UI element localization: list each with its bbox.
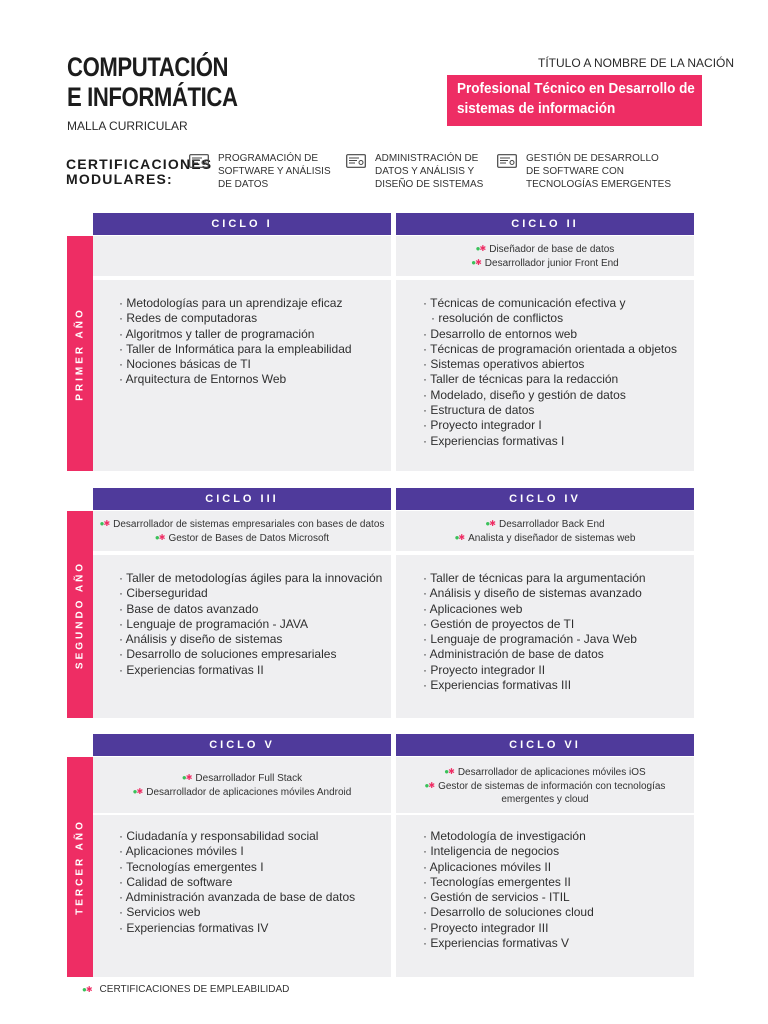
page-title	[67, 52, 238, 112]
course-item: · Metodologías para un aprendizaje eficaz	[119, 296, 391, 311]
course-item: · Administración de base de datos	[423, 647, 694, 662]
course-item: · Aplicaciones móviles II	[423, 860, 694, 875]
year-label: PRIMER AÑO	[74, 306, 86, 401]
employability-cert	[471, 256, 619, 270]
employability-cert	[133, 785, 352, 799]
title-line-1: COMPUTACIÓN	[67, 52, 229, 82]
course-item: · Algoritmos y taller de programación	[119, 327, 391, 342]
certification-dot-icon: ●✱	[154, 533, 165, 542]
course-item: · Base de datos avanzado	[119, 602, 391, 617]
modular-cert-text: PROGRAMACIÓN DE SOFTWARE Y ANÁLISIS DE DATOS	[218, 153, 331, 190]
employability-cert-text: Gestor de sistemas de información con tecnologías emergentes y cloud	[438, 780, 666, 805]
certification-dot-icon: ●✱	[485, 519, 495, 528]
course-list	[396, 555, 694, 693]
cycle-6-courses	[396, 815, 694, 977]
course-item: · Metodología de investigación	[423, 829, 694, 844]
course-item: · Calidad de software	[119, 875, 391, 890]
course-item: · Proyecto integrador I	[423, 418, 694, 433]
employability-cert	[100, 517, 385, 531]
course-item: · Taller de técnicas para la redacción	[423, 372, 694, 387]
cycle-4-certifications	[396, 511, 694, 551]
course-item: · Análisis y diseño de sistemas	[119, 632, 391, 647]
degree-line-1: Profesional Técnico en Desarrollo de	[457, 80, 695, 97]
course-item: · Lenguaje de programación - JAVA	[119, 617, 391, 632]
course-item: · Modelado, diseño y gestión de datos	[423, 388, 694, 403]
cycle-2-certifications	[396, 236, 694, 276]
subtitle: MALLA CURRICULAR	[67, 119, 188, 133]
course-item: · Desarrollo de soluciones empresariales	[119, 647, 391, 662]
modular-cert-text: ADMINISTRACIÓN DE DATOS Y ANÁLISIS Y DISEÑO DE SISTEMAS	[375, 153, 484, 190]
cycle-header-4: CICLO IV	[396, 488, 694, 510]
degree-title-box	[447, 75, 702, 126]
certification-dot-icon: ●✱	[181, 773, 192, 782]
course-item: · Administración avanzada de base de datos	[119, 890, 391, 905]
employability-cert-text: Desarrollador de sistemas empresariales con bases de datos	[113, 519, 385, 530]
course-item: · resolución de conflictos	[423, 311, 694, 326]
certificaciones-label-line-2: MODULARES:	[66, 171, 173, 187]
cycle-1-courses	[93, 280, 391, 471]
cycle-2-courses	[396, 280, 694, 471]
certificate-icon	[346, 154, 366, 168]
course-item: · Redes de computadoras	[119, 311, 391, 326]
course-item: · Proyecto integrador III	[423, 921, 694, 936]
certification-dot-icon: ●✱	[132, 787, 143, 796]
certification-dot-icon: ●✱	[99, 519, 110, 528]
employability-cert	[155, 531, 329, 545]
course-item: · Experiencias formativas I	[423, 434, 694, 449]
course-item: · Inteligencia de negocios	[423, 844, 694, 859]
modular-cert-1	[189, 152, 331, 191]
cycle-header-3: CICLO III	[93, 488, 391, 510]
legend	[82, 984, 289, 995]
modular-cert-text: GESTIÓN DE DESARROLLO DE SOFTWARE CON TECNOLOGÍAS EMERGENTES	[526, 153, 672, 190]
course-item: · Nociones básicas de TI	[119, 357, 391, 372]
course-item: · Experiencias formativas III	[423, 678, 694, 693]
course-item: · Tecnologías emergentes I	[119, 860, 391, 875]
cycle-3-certifications	[93, 511, 391, 551]
course-item: · Aplicaciones web	[423, 602, 694, 617]
course-item: · Ciberseguridad	[119, 586, 391, 601]
course-item: · Técnicas de programación orientada a objetos	[423, 342, 694, 357]
course-item: · Desarrollo de soluciones cloud	[423, 905, 694, 920]
course-list	[396, 815, 694, 951]
certification-dot-icon: ●✱	[444, 766, 454, 776]
course-item: · Técnicas de comunicación efectiva y	[423, 296, 694, 311]
modular-cert-3	[497, 152, 671, 191]
employability-cert-text: Desarrollador de aplicaciones móviles iOS	[457, 766, 646, 778]
year-label: SEGUNDO AÑO	[74, 560, 86, 669]
employability-cert	[182, 771, 302, 785]
cycle-header-6: CICLO VI	[396, 734, 694, 756]
employability-cert-text: Desarrollador Back End	[498, 519, 605, 530]
course-item: · Taller de técnicas para la argumentación	[423, 571, 694, 586]
employability-cert-text: Desarrollador junior Front End	[484, 258, 619, 269]
certificate-icon	[189, 154, 209, 168]
year-bar-primer	[67, 236, 93, 471]
cycle-header-5: CICLO V	[93, 734, 391, 756]
course-item: · Lenguaje de programación - Java Web	[423, 632, 694, 647]
certificaciones-label-line-1: CERTIFICACIONES	[66, 156, 213, 172]
certification-dot-icon: ●✱	[82, 985, 92, 994]
course-list	[93, 815, 391, 936]
legend-text: CERTIFICACIONES DE EMPLEABILIDAD	[99, 984, 290, 995]
course-item: · Ciudadanía y responsabilidad social	[119, 829, 391, 844]
course-item: · Proyecto integrador II	[423, 663, 694, 678]
titulo-label: TÍTULO A NOMBRE DE LA NACIÓN	[538, 56, 735, 70]
course-item: · Gestión de proyectos de TI	[423, 617, 694, 632]
cycle-5-courses	[93, 815, 391, 977]
certification-dot-icon: ●✱	[424, 780, 435, 790]
cycle-3-courses	[93, 555, 391, 718]
course-item: · Experiencias formativas V	[423, 936, 694, 951]
year-bar-segundo	[67, 511, 93, 718]
course-item: · Servicios web	[119, 905, 391, 920]
course-item: · Arquitectura de Entornos Web	[119, 372, 391, 387]
course-list	[93, 280, 391, 388]
course-item: · Gestión de servicios - ITIL	[423, 890, 694, 905]
cycle-header-2: CICLO II	[396, 213, 694, 235]
cycle-1-certifications	[93, 236, 391, 276]
employability-cert-text: Gestor de Bases de Datos Microsoft	[168, 533, 330, 544]
course-item: · Experiencias formativas II	[119, 663, 391, 678]
employability-cert-text: Analista y diseñador de sistemas web	[468, 533, 636, 544]
certification-dot-icon: ●✱	[454, 533, 465, 542]
course-list	[396, 280, 694, 449]
cycle-header-1: CICLO I	[93, 213, 391, 235]
certification-dot-icon: ●✱	[471, 258, 481, 267]
course-item: · Taller de Informática para la empleabilidad	[119, 342, 391, 357]
cycle-4-courses	[396, 555, 694, 718]
cycle-6-certifications	[396, 757, 694, 813]
course-item: · Experiencias formativas IV	[119, 921, 391, 936]
employability-cert-text: Desarrollador de aplicaciones móviles Android	[146, 787, 352, 798]
year-bar-tercer	[67, 757, 93, 977]
employability-cert-text: Diseñador de base de datos	[489, 244, 615, 255]
course-item: · Desarrollo de entornos web	[423, 327, 694, 342]
course-item: · Sistemas operativos abiertos	[423, 357, 694, 372]
title-line-2: E INFORMÁTICA	[67, 82, 238, 112]
course-item: · Estructura de datos	[423, 403, 694, 418]
certification-dot-icon: ●✱	[475, 244, 486, 253]
certificate-icon	[497, 154, 517, 168]
cycle-5-certifications	[93, 757, 391, 813]
year-label: TERCER AÑO	[74, 819, 86, 915]
employability-cert	[444, 765, 645, 779]
course-item: · Taller de metodologías ágiles para la innovación	[119, 571, 391, 586]
employability-cert	[485, 517, 604, 531]
course-item: · Análisis y diseño de sistemas avanzado	[423, 586, 694, 601]
degree-line-2: sistemas de información	[457, 100, 616, 117]
employability-cert	[425, 779, 666, 806]
employability-cert	[476, 242, 615, 256]
employability-cert-text: Desarrollador Full Stack	[195, 773, 303, 784]
course-item: · Tecnologías emergentes II	[423, 875, 694, 890]
employability-cert	[455, 531, 636, 545]
course-list	[93, 555, 391, 678]
modular-cert-2	[346, 152, 483, 191]
course-item: · Aplicaciones móviles I	[119, 844, 391, 859]
